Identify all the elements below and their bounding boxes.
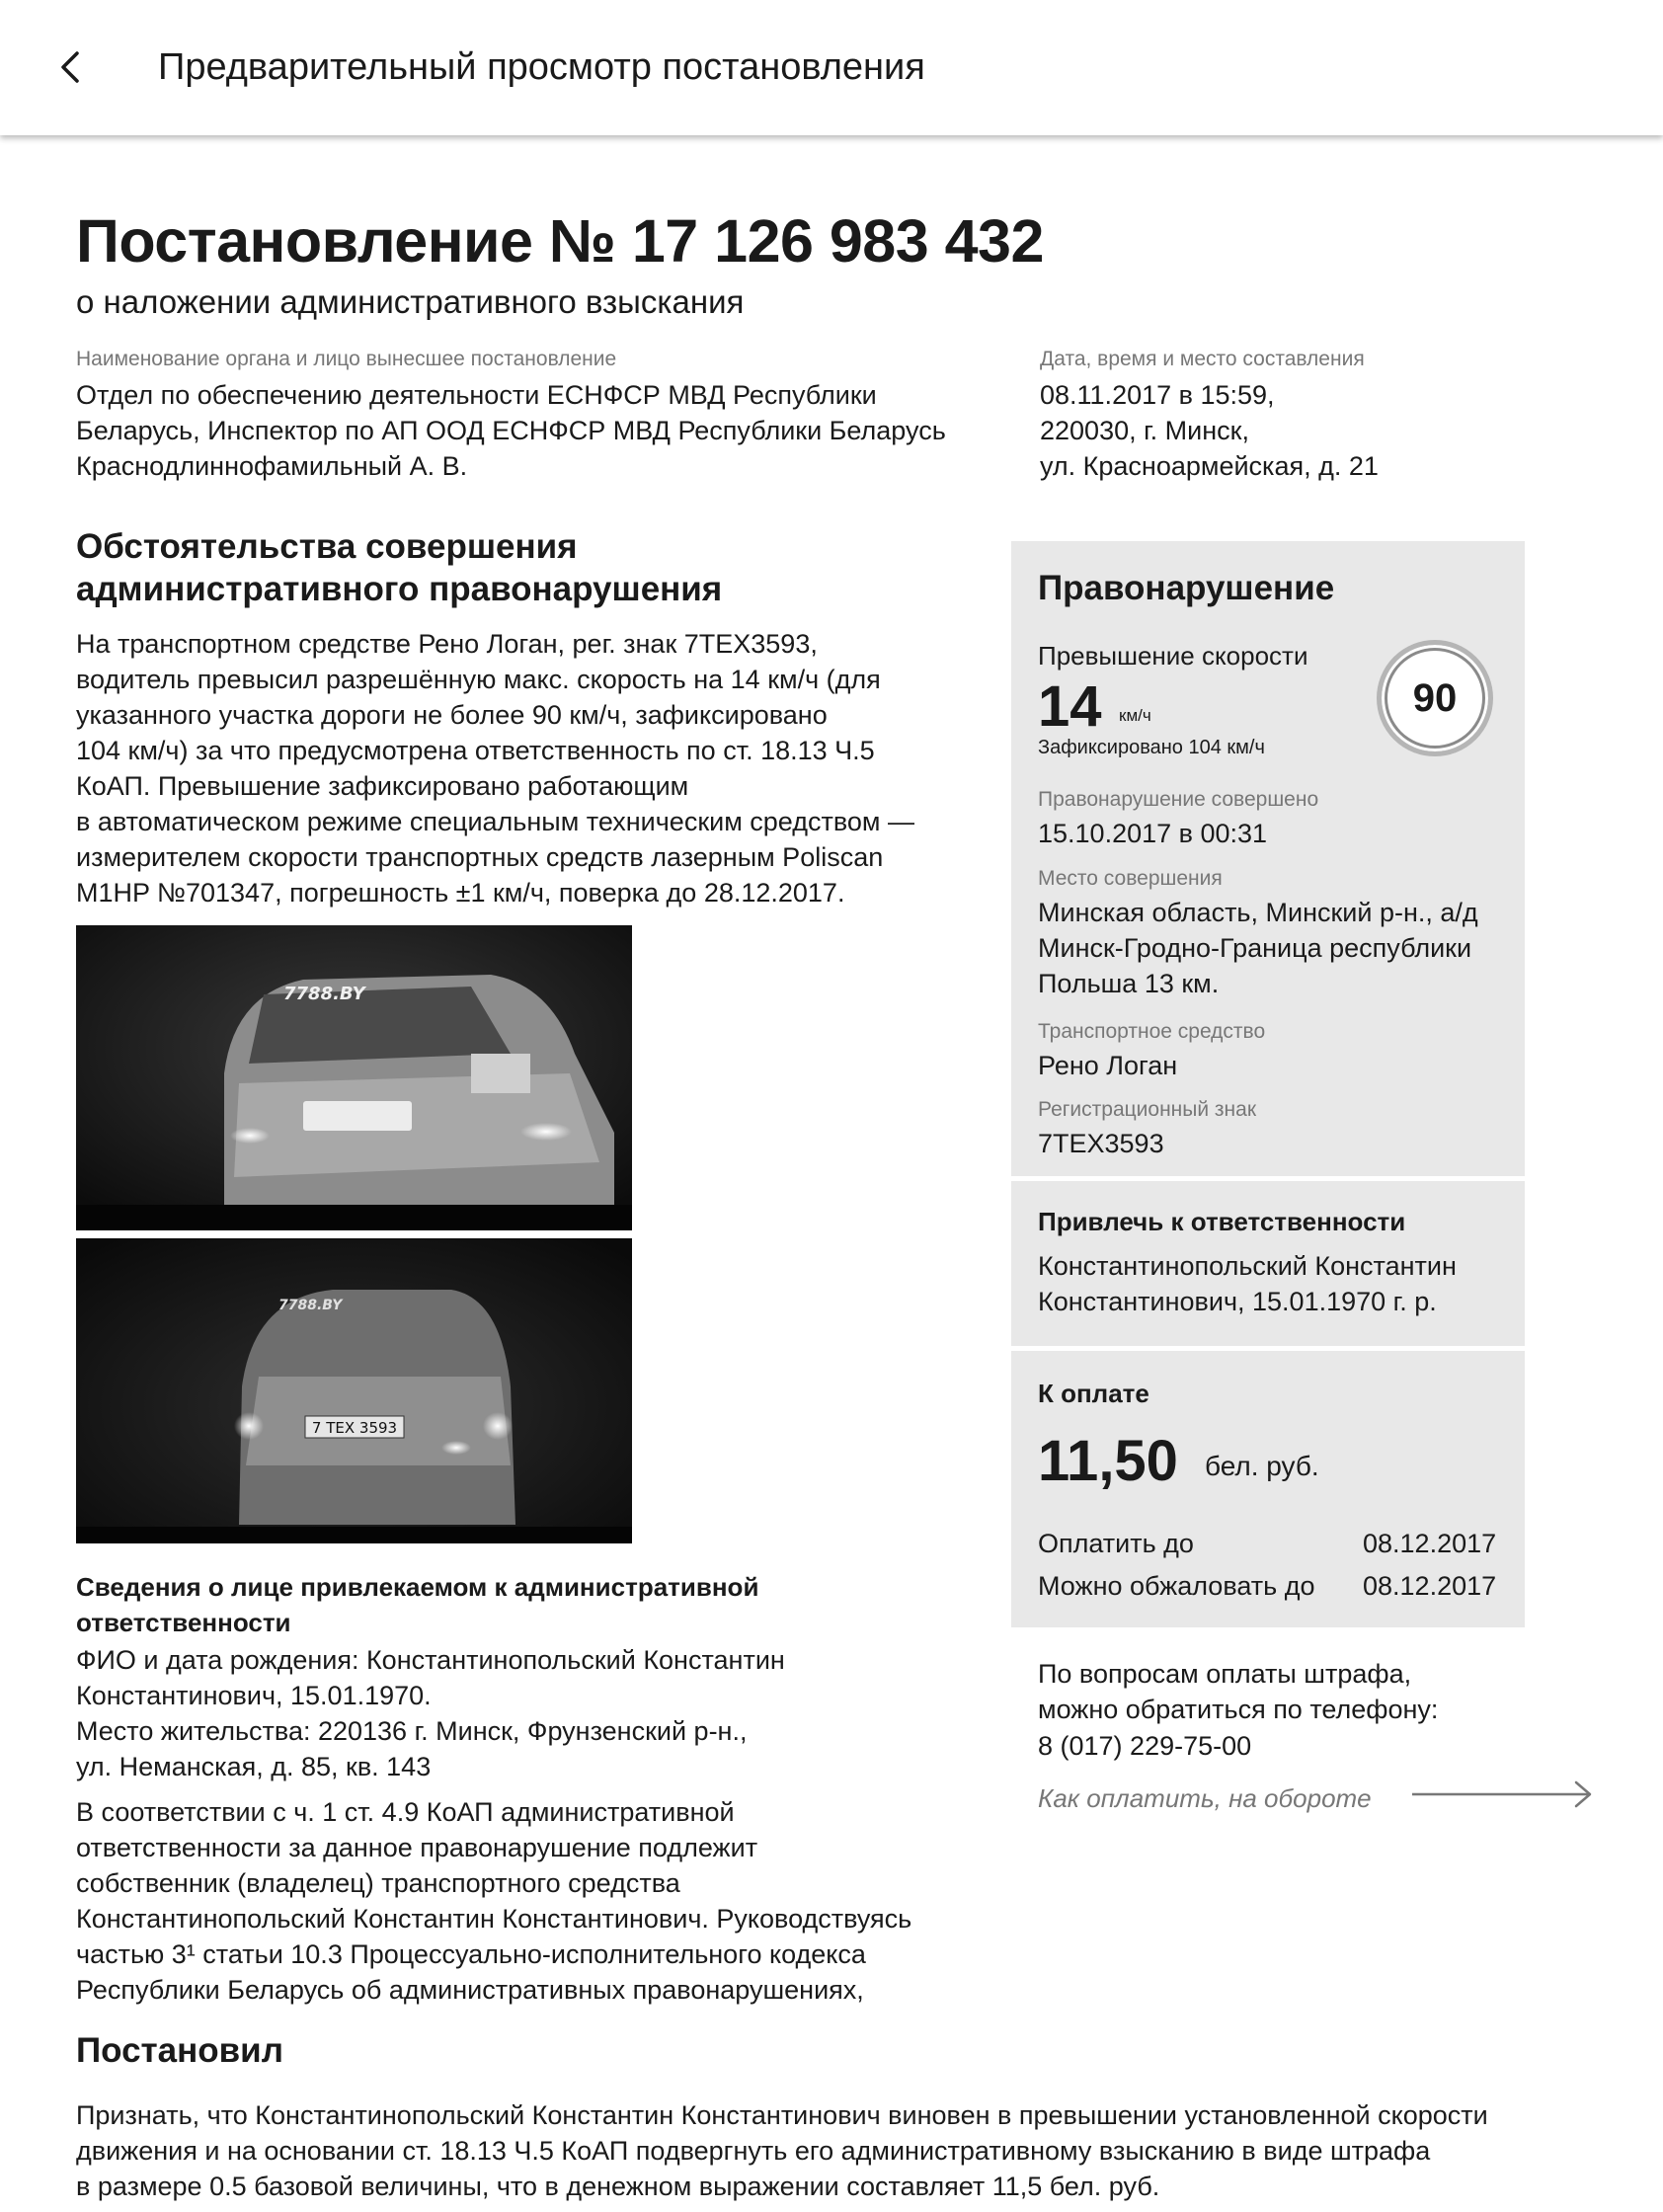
person-heading-line: Сведения о лице привлекаемом к административной: [76, 1572, 759, 1602]
arrow-right-icon[interactable]: [1410, 1777, 1594, 1812]
legal-basis-text: [76, 1794, 965, 2008]
resolved-line: Признать, что Константинопольский Константин Константинович виновен в превышении установленной скорости: [76, 2100, 1488, 2130]
offense-place-block: [1038, 867, 1502, 1001]
document-subtitle: о наложении административного взыскания: [76, 283, 745, 320]
plate-block: [1038, 1098, 1502, 1161]
circumstances-heading: [76, 525, 945, 610]
offense-panel: [1011, 541, 1525, 1176]
person-line: ул. Неманская, д. 85, кв. 143: [76, 1752, 432, 1781]
issuer-caption: Наименование органа и лицо вынесшее постановление: [76, 348, 617, 370]
resolved-text: [76, 2097, 1528, 2204]
license-plate-text: 7 TEX 3593: [311, 1419, 398, 1437]
vehicle-value: Рено Логан: [1038, 1051, 1178, 1080]
liable-title: Привлечь к ответственности: [1038, 1207, 1406, 1236]
document-title: Постановление № 17 126 983 432: [76, 207, 1044, 275]
how-to-pay-link[interactable]: Как оплатить, на обороте: [1038, 1783, 1372, 1813]
speed-unit: км/ч: [1119, 706, 1151, 725]
circumstances-text: [76, 626, 945, 910]
person-line: Константинович, 15.01.1970.: [76, 1681, 432, 1710]
circumstances-line: КоАП. Превышение зафиксировано работающим: [76, 771, 689, 801]
vehicle-caption: Транспортное средство: [1038, 1020, 1266, 1043]
phone-number[interactable]: 8 (017) 229-75-00: [1038, 1731, 1252, 1761]
violation-photo-closeup[interactable]: [76, 925, 632, 1230]
offense-date-value: 15.10.2017 в 00:31: [1038, 819, 1268, 848]
person-line: Место жительства: 220136 г. Минск, Фрунзенский р-н.,: [76, 1716, 748, 1746]
plate-value: 7ТЕХ3593: [1038, 1129, 1164, 1158]
liable-text: [1038, 1248, 1502, 1319]
offense-date-block: [1038, 788, 1502, 851]
speed-label: Превышение скорости: [1038, 641, 1308, 671]
rear-window-text: 7788.BY: [278, 1298, 343, 1313]
contact-line: можно обратиться по телефону:: [1038, 1695, 1439, 1724]
speed-excess-value: 14: [1038, 674, 1102, 739]
offense-place-line: Минск-Гродно-Граница республики: [1038, 933, 1472, 963]
compiled-caption: Дата, время и место составления: [1040, 348, 1365, 370]
pay-by-date: 08.12.2017: [1363, 1529, 1497, 1558]
fixed-speed: Зафиксировано 104 км/ч: [1038, 737, 1265, 758]
legal-line: ответственности за данное правонарушение подлежит: [76, 1833, 758, 1862]
plate-caption: Регистрационный знак: [1038, 1098, 1257, 1121]
compiled-line: 220030, г. Минск,: [1040, 416, 1249, 445]
contact-info: [1038, 1656, 1502, 1727]
circumstances-line: 104 км/ч) за что предусмотрена ответственность по ст. 18.13 Ч.5: [76, 736, 875, 765]
liable-line: Константинович, 15.01.1970 г. р.: [1038, 1287, 1437, 1316]
compiled-line: ул. Красноармейская, д. 21: [1040, 451, 1379, 481]
circumstances-line: На транспортном средстве Рено Логан, рег. знак 7ТЕХ3593,: [76, 629, 818, 659]
legal-line: В соответствии с ч. 1 ст. 4.9 КоАП административной: [76, 1797, 735, 1827]
payment-title: К оплате: [1038, 1379, 1149, 1408]
issuer-block: [76, 348, 985, 484]
legal-line: Константинопольский Константин Константинович. Руководствуясь: [76, 1904, 912, 1934]
liable-panel: [1011, 1181, 1525, 1346]
offense-place-caption: Место совершения: [1038, 867, 1223, 890]
legal-line: собственник (владелец) транспортного средства: [76, 1868, 680, 1898]
app-bar: [0, 0, 1663, 135]
circumstances-line: водитель превысил разрешённую макс. скорость на 14 км/ч (для: [76, 665, 881, 694]
speed-limit-sign-icon: [1377, 640, 1493, 756]
violation-photo-plate[interactable]: [76, 1238, 632, 1543]
payment-currency: бел. руб.: [1205, 1451, 1319, 1481]
legal-line: частью 3¹ статьи 10.3 Процессуально-исполнительного кодекса: [76, 1939, 866, 1969]
issuer-line: Отдел по обеспечению деятельности ЕСНФСР МВД Республики: [76, 380, 877, 410]
person-heading: [76, 1569, 935, 1640]
offense-place-line: Польша 13 км.: [1038, 969, 1220, 998]
pay-by-label: Оплатить до: [1038, 1529, 1194, 1558]
resolved-heading: Постановил: [76, 2031, 283, 2070]
vehicle-block: [1038, 1020, 1502, 1083]
payment-panel: [1011, 1351, 1525, 1627]
person-line: ФИО и дата рождения: Константинопольский Константин: [76, 1645, 785, 1675]
contact-line: По вопросам оплаты штрафа,: [1038, 1659, 1412, 1689]
page-title: Предварительный просмотр постановления: [158, 46, 925, 88]
appeal-label: Можно обжаловать до: [1038, 1571, 1315, 1601]
offense-date-caption: Правонарушение совершено: [1038, 788, 1319, 811]
person-heading-line: ответственности: [76, 1608, 291, 1637]
rear-window-text: 7788.BY: [283, 984, 365, 1004]
back-button[interactable]: [40, 36, 103, 99]
circumstances-heading-line: Обстоятельства совершения: [76, 527, 578, 566]
issuer-line: Краснодлиннофамильный А. В.: [76, 451, 468, 481]
offense-place-line: Минская область, Минский р-н., а/д: [1038, 898, 1478, 927]
payment-amount: 11,50: [1038, 1429, 1178, 1493]
circumstances-heading-line: административного правонарушения: [76, 570, 723, 608]
chevron-left-icon: [40, 36, 103, 99]
speed-limit-value: 90: [1412, 675, 1458, 720]
issuer-line: Беларусь, Инспектор по АП ООД ЕСНФСР МВД Республики Беларусь: [76, 416, 946, 445]
resolved-line: в размере 0.5 базовой величины, что в денежном выражении составляет 11,5 бел. руб.: [76, 2172, 1160, 2201]
offense-title: Правонарушение: [1038, 569, 1335, 607]
circumstances-line: указанного участка дороги не более 90 км/ч, зафиксировано: [76, 700, 828, 730]
resolved-line: движения и на основании ст. 18.13 Ч.5 КоАП подвергнуть его административному взысканию в виде штрафа: [76, 2136, 1431, 2166]
compiled-line: 08.11.2017 в 15:59,: [1040, 380, 1275, 410]
resolution-document: [0, 135, 1663, 2212]
circumstances-line: M1HP №701347, погрешность ±1 км/ч, поверка до 28.12.2017.: [76, 878, 845, 908]
person-details: [76, 1642, 965, 1784]
liable-line: Константинопольский Константин: [1038, 1251, 1457, 1281]
compiled-block: [1040, 348, 1455, 484]
legal-line: Республики Беларусь об административных правонарушениях,: [76, 1975, 864, 2005]
appeal-date: 08.12.2017: [1363, 1571, 1497, 1601]
circumstances-line: в автоматическом режиме специальным техническим средством —: [76, 807, 914, 836]
circumstances-line: измерителем скорости транспортных средств лазерным Poliscan: [76, 842, 884, 872]
